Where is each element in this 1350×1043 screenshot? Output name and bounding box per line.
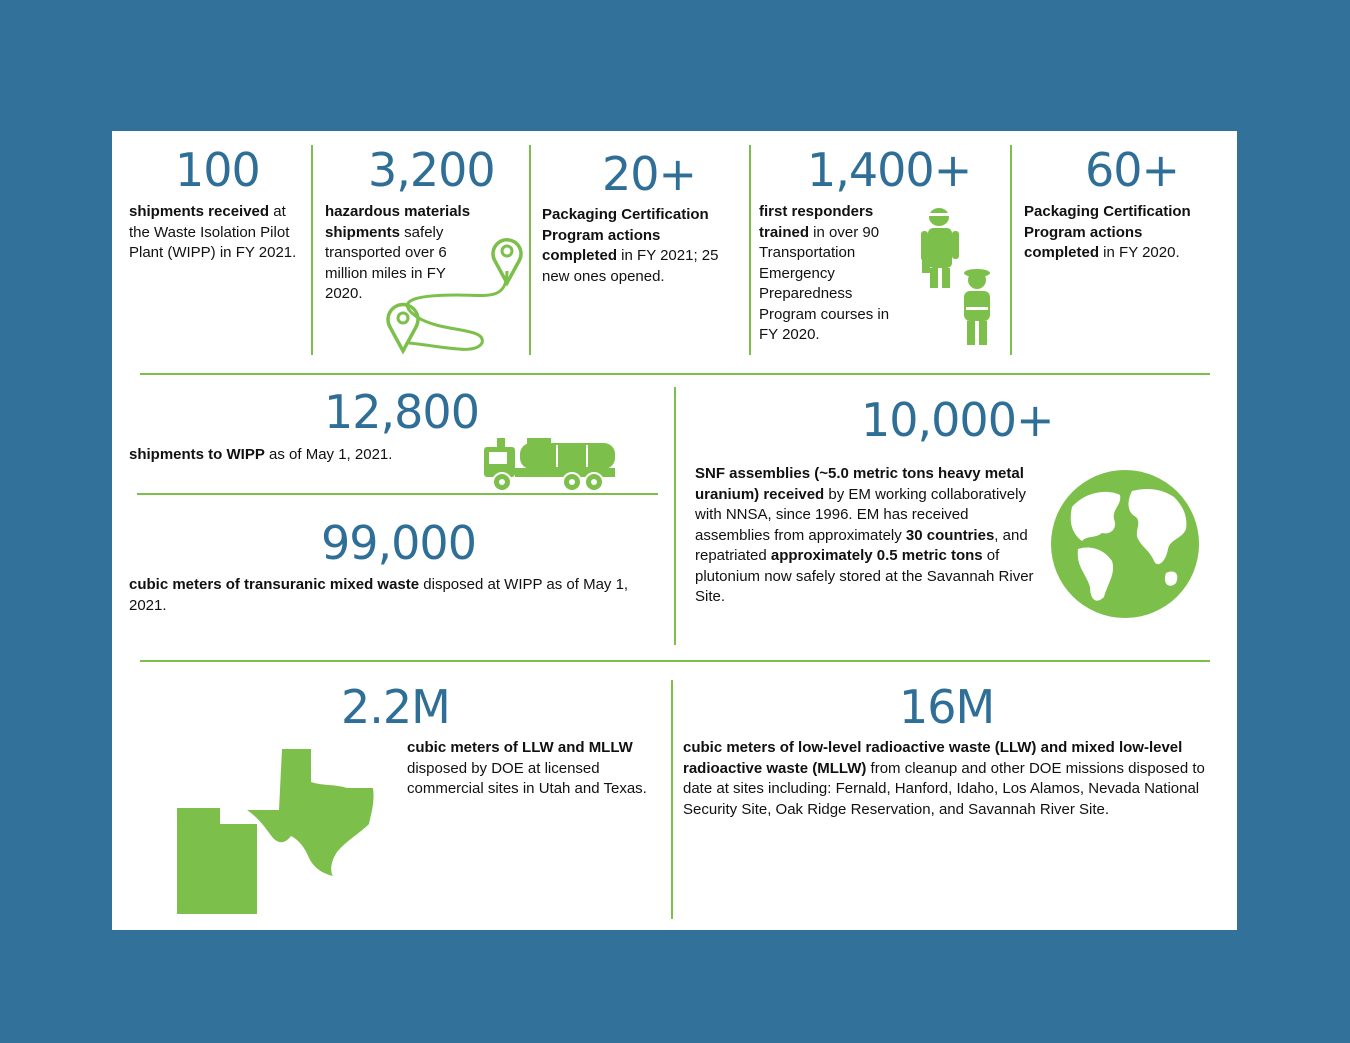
stat-description: first responders trained in over 90 Transportation Emergency Preparedness Program courses in FY 2020. [759, 203, 890, 343]
stat-description: shipments to WIPP as of May 1, 2021. [129, 446, 393, 463]
column-divider [1010, 145, 1012, 355]
section-divider [137, 493, 658, 495]
globe-icon [1050, 469, 1200, 619]
column-divider [311, 145, 313, 355]
column-divider [674, 387, 676, 645]
stat-number: 20+ [602, 147, 697, 201]
column-divider [749, 145, 751, 355]
stat-number: 60+ [1085, 143, 1180, 197]
stat-description: Packaging Certification Program actions completed in FY 2020. [1024, 203, 1191, 261]
stat-number: 100 [175, 143, 260, 197]
infographic-card [112, 131, 1237, 930]
stat-description: cubic meters of LLW and MLLW disposed by DOE at licensed commercial sites in Utah and Texas. [407, 739, 647, 797]
row-divider [140, 660, 1210, 662]
column-divider [529, 145, 531, 355]
stat-number: 99,000 [321, 516, 476, 570]
utah-texas-map-icon [175, 748, 380, 916]
stat-number: 3,200 [368, 143, 495, 197]
stat-number: 2.2M [341, 680, 450, 734]
row-divider [140, 373, 1210, 375]
stat-number: 1,400+ [807, 143, 972, 197]
stat-description: Packaging Certification Program actions completed in FY 2021; 25 new ones opened. [542, 206, 719, 285]
stat-number: 12,800 [324, 385, 479, 439]
stat-description: hazardous materials shipments safely transported over 6 million miles in FY 2020. [325, 203, 471, 302]
route-icon [387, 231, 527, 361]
stat-description: shipments received at the Waste Isolation Pilot Plant (WIPP) in FY 2021. [129, 203, 297, 261]
column-divider [671, 680, 673, 919]
stat-description: cubic meters of low-level radioactive waste (LLW) and mixed low-level radioactive waste (MLLW) from cleanup and other DOE missions disposed to date at sites including: Fernald, Hanford, Idaho, Los Alamos, Nevada National Security Site, Oak Ridge Reservation, and Savannah River Site. [683, 739, 1205, 818]
stat-number: 16M [899, 680, 995, 734]
stat-description: SNF assemblies (~5.0 metric tons heavy metal uranium) received by EM working collaboratively with NNSA, since 1996. EM has received assemblies from approximately 30 countries, and repatriated approximately 0.5 metric tons of plutonium now safely stored at the Savannah River Site. [695, 465, 1034, 605]
first-responders-icon [917, 207, 1007, 347]
tanker-truck-icon [482, 434, 617, 496]
stat-description: cubic meters of transuranic mixed waste disposed at WIPP as of May 1, 2021. [129, 576, 629, 614]
stat-number: 10,000+ [861, 393, 1054, 447]
